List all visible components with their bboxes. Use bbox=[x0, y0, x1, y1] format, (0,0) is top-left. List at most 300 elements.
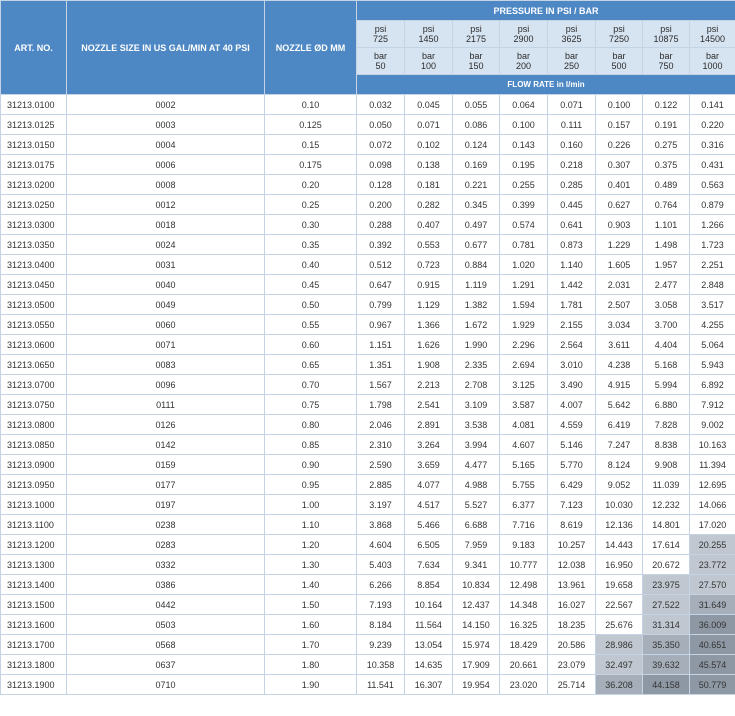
bar-unit-cell bbox=[500, 48, 548, 75]
art-number-cell: 31213.0650 bbox=[1, 355, 67, 375]
table-row bbox=[1, 335, 735, 355]
nozzle-diameter-cell: 0.70 bbox=[265, 375, 357, 395]
flow-rate-cell: 1.498 bbox=[643, 235, 690, 255]
table-row bbox=[1, 415, 735, 435]
bar-value: 250 bbox=[563, 61, 580, 71]
flow-rate-cell: 7.959 bbox=[453, 535, 500, 555]
flow-rate-cell: 0.497 bbox=[453, 215, 500, 235]
art-number-cell: 31213.0200 bbox=[1, 175, 67, 195]
flow-rate-cell: 2.031 bbox=[596, 275, 643, 295]
nozzle-size-cell: 0004 bbox=[67, 135, 265, 155]
table-row bbox=[1, 575, 735, 595]
nozzle-size-cell: 0142 bbox=[67, 435, 265, 455]
psi-unit-cell bbox=[596, 21, 643, 48]
flow-rate-cell: 2.708 bbox=[453, 375, 500, 395]
flow-rate-cell: 2.251 bbox=[690, 255, 735, 275]
psi-label: psi bbox=[374, 24, 387, 34]
nozzle-size-cell: 0071 bbox=[67, 335, 265, 355]
table-row bbox=[1, 635, 735, 655]
flow-rate-cell: 1.229 bbox=[596, 235, 643, 255]
table-row bbox=[1, 195, 735, 215]
flow-rate-cell: 0.072 bbox=[357, 135, 405, 155]
flow-rate-cell: 6.688 bbox=[453, 515, 500, 535]
nozzle-diameter-cell: 0.55 bbox=[265, 315, 357, 335]
table-row bbox=[1, 395, 735, 415]
art-number-cell: 31213.0450 bbox=[1, 275, 67, 295]
flow-rate-cell: 7.828 bbox=[643, 415, 690, 435]
nozzle-diameter-cell: 0.20 bbox=[265, 175, 357, 195]
flow-rate-cell: 1.908 bbox=[405, 355, 453, 375]
flow-rate-cell: 10.358 bbox=[357, 655, 405, 675]
nozzle-diameter-cell: 1.10 bbox=[265, 515, 357, 535]
nozzle-diameter-cell: 0.10 bbox=[265, 95, 357, 115]
flow-rate-cell: 3.264 bbox=[405, 435, 453, 455]
table-row bbox=[1, 355, 735, 375]
art-number-cell: 31213.0500 bbox=[1, 295, 67, 315]
flow-rate-cell: 4.081 bbox=[500, 415, 548, 435]
flow-rate-cell: 7.193 bbox=[357, 595, 405, 615]
table-row bbox=[1, 475, 735, 495]
flow-rate-cell: 4.007 bbox=[548, 395, 596, 415]
flow-rate-cell: 1.351 bbox=[357, 355, 405, 375]
art-number-cell: 31213.0350 bbox=[1, 235, 67, 255]
flow-rate-cell: 4.077 bbox=[405, 475, 453, 495]
flow-rate-cell: 0.032 bbox=[357, 95, 405, 115]
flow-rate-cell: 10.030 bbox=[596, 495, 643, 515]
nozzle-size-cell: 0332 bbox=[67, 555, 265, 575]
flow-rate-cell: 2.507 bbox=[596, 295, 643, 315]
flow-rate-cell: 8.838 bbox=[643, 435, 690, 455]
art-number-cell: 31213.1300 bbox=[1, 555, 67, 575]
flow-rate-cell: 1.020 bbox=[500, 255, 548, 275]
psi-value: 1450 bbox=[418, 34, 439, 44]
table-row bbox=[1, 135, 735, 155]
flow-rate-cell: 2.891 bbox=[405, 415, 453, 435]
flow-rate-cell: 4.477 bbox=[453, 455, 500, 475]
table-row bbox=[1, 555, 735, 575]
flow-rate-cell: 1.594 bbox=[500, 295, 548, 315]
art-number-cell: 31213.1000 bbox=[1, 495, 67, 515]
flow-rate-cell: 16.027 bbox=[548, 595, 596, 615]
flow-rate-cell: 3.517 bbox=[690, 295, 735, 315]
flow-rate-cell: 4.604 bbox=[357, 535, 405, 555]
flow-rate-cell: 4.517 bbox=[405, 495, 453, 515]
nozzle-diameter-cell: 1.40 bbox=[265, 575, 357, 595]
bar-label: bar bbox=[706, 51, 720, 61]
flow-rate-cell: 12.437 bbox=[453, 595, 500, 615]
flow-rate-cell: 1.101 bbox=[643, 215, 690, 235]
psi-value: 725 bbox=[372, 34, 389, 44]
table-row bbox=[1, 175, 735, 195]
flow-rate-cell: 5.527 bbox=[453, 495, 500, 515]
flow-rate-cell: 12.232 bbox=[643, 495, 690, 515]
flow-rate-cell: 0.218 bbox=[548, 155, 596, 175]
flow-rate-cell: 27.570 bbox=[690, 575, 735, 595]
flow-rate-cell: 27.522 bbox=[643, 595, 690, 615]
nozzle-diameter-cell: 1.80 bbox=[265, 655, 357, 675]
flow-rate-cell: 5.770 bbox=[548, 455, 596, 475]
flow-rate-cell: 15.974 bbox=[453, 635, 500, 655]
flow-rate-cell: 19.954 bbox=[453, 675, 500, 695]
flow-rate-cell: 7.634 bbox=[405, 555, 453, 575]
flow-rate-cell: 3.034 bbox=[596, 315, 643, 335]
flow-rate-cell: 0.915 bbox=[405, 275, 453, 295]
flow-rate-cell: 1.382 bbox=[453, 295, 500, 315]
table-row bbox=[1, 435, 735, 455]
flow-rate-cell: 0.489 bbox=[643, 175, 690, 195]
flow-rate-cell: 35.350 bbox=[643, 635, 690, 655]
flow-rate-cell: 0.375 bbox=[643, 155, 690, 175]
nozzle-diameter-cell: 1.60 bbox=[265, 615, 357, 635]
flow-rate-cell: 16.307 bbox=[405, 675, 453, 695]
nozzle-size-cell: 0018 bbox=[67, 215, 265, 235]
flow-rate-cell: 20.661 bbox=[500, 655, 548, 675]
flow-rate-cell: 0.879 bbox=[690, 195, 735, 215]
flow-rate-cell: 1.129 bbox=[405, 295, 453, 315]
flow-rate-cell: 12.136 bbox=[596, 515, 643, 535]
flow-rate-cell: 8.619 bbox=[548, 515, 596, 535]
nozzle-size-cell: 0096 bbox=[67, 375, 265, 395]
flow-rate-cell: 1.366 bbox=[405, 315, 453, 335]
table-row bbox=[1, 155, 735, 175]
flow-rate-cell: 25.676 bbox=[596, 615, 643, 635]
flow-rate-cell: 0.316 bbox=[690, 135, 735, 155]
flow-rate-cell: 0.181 bbox=[405, 175, 453, 195]
bar-unit-cell bbox=[596, 48, 643, 75]
flow-rate-cell: 8.854 bbox=[405, 575, 453, 595]
table-row bbox=[1, 375, 735, 395]
flow-rate-cell: 7.912 bbox=[690, 395, 735, 415]
nozzle-size-cell: 0568 bbox=[67, 635, 265, 655]
flow-rate-cell: 20.255 bbox=[690, 535, 735, 555]
nozzle-size-cell: 0031 bbox=[67, 255, 265, 275]
psi-value: 14500 bbox=[700, 34, 726, 44]
flow-rate-cell: 0.195 bbox=[500, 155, 548, 175]
flow-rate-cell: 3.197 bbox=[357, 495, 405, 515]
flow-rate-cell: 22.567 bbox=[596, 595, 643, 615]
nozzle-size-cell: 0049 bbox=[67, 295, 265, 315]
flow-rate-cell: 0.157 bbox=[596, 115, 643, 135]
flow-rate-cell: 5.165 bbox=[500, 455, 548, 475]
flow-rate-cell: 0.873 bbox=[548, 235, 596, 255]
flow-rate-cell: 7.247 bbox=[596, 435, 643, 455]
flow-rate-cell: 31.649 bbox=[690, 595, 735, 615]
table-row bbox=[1, 275, 735, 295]
flow-rate-cell: 4.404 bbox=[643, 335, 690, 355]
flow-rate-cell: 1.151 bbox=[357, 335, 405, 355]
flow-rate-cell: 10.834 bbox=[453, 575, 500, 595]
flow-rate-cell: 5.168 bbox=[643, 355, 690, 375]
flow-rate-cell: 18.429 bbox=[500, 635, 548, 655]
flow-rate-cell: 0.191 bbox=[643, 115, 690, 135]
bar-value: 100 bbox=[420, 61, 437, 71]
flow-rate-cell: 1.140 bbox=[548, 255, 596, 275]
flow-rate-cell: 28.986 bbox=[596, 635, 643, 655]
nozzle-size-cell: 0238 bbox=[67, 515, 265, 535]
flow-rate-cell: 20.672 bbox=[643, 555, 690, 575]
flow-rate-cell: 0.574 bbox=[500, 215, 548, 235]
bar-unit-cell bbox=[643, 48, 690, 75]
psi-value: 3625 bbox=[561, 34, 582, 44]
psi-unit-cell bbox=[405, 21, 453, 48]
flow-rate-cell: 23.079 bbox=[548, 655, 596, 675]
art-number-cell: 31213.0125 bbox=[1, 115, 67, 135]
flow-rate-cell: 0.903 bbox=[596, 215, 643, 235]
nozzle-size-cell: 0008 bbox=[67, 175, 265, 195]
psi-unit-cell bbox=[548, 21, 596, 48]
flow-rate-cell: 2.541 bbox=[405, 395, 453, 415]
flow-rate-cell: 10.163 bbox=[690, 435, 735, 455]
flow-rate-cell: 3.109 bbox=[453, 395, 500, 415]
nozzle-diameter-cell: 0.15 bbox=[265, 135, 357, 155]
flow-rate-cell: 0.285 bbox=[548, 175, 596, 195]
nozzle-diameter-cell: 0.60 bbox=[265, 335, 357, 355]
flow-rate-cell: 0.124 bbox=[453, 135, 500, 155]
table-row bbox=[1, 115, 735, 135]
flow-rate-cell: 0.563 bbox=[690, 175, 735, 195]
flow-rate-cell: 4.238 bbox=[596, 355, 643, 375]
flow-rate-cell: 1.626 bbox=[405, 335, 453, 355]
nozzle-diameter-cell: 1.00 bbox=[265, 495, 357, 515]
nozzle-size-cell: 0006 bbox=[67, 155, 265, 175]
flow-rate-cell: 0.169 bbox=[453, 155, 500, 175]
flow-rate-cell: 1.929 bbox=[500, 315, 548, 335]
art-number-cell: 31213.0950 bbox=[1, 475, 67, 495]
art-number-cell: 31213.0250 bbox=[1, 195, 67, 215]
bar-label: bar bbox=[564, 51, 578, 61]
bar-value: 1000 bbox=[702, 61, 723, 71]
flow-rate-cell: 50.779 bbox=[690, 675, 735, 695]
flow-rate-cell: 1.957 bbox=[643, 255, 690, 275]
nozzle-size-cell: 0024 bbox=[67, 235, 265, 255]
flow-rate-cell: 5.943 bbox=[690, 355, 735, 375]
flow-rate-cell: 0.677 bbox=[453, 235, 500, 255]
nozzle-size-cell: 0111 bbox=[67, 395, 265, 415]
flow-rate-cell: 0.100 bbox=[500, 115, 548, 135]
flow-rate-cell: 0.764 bbox=[643, 195, 690, 215]
flow-rate-cell: 16.950 bbox=[596, 555, 643, 575]
psi-unit-cell bbox=[453, 21, 500, 48]
psi-unit-cell bbox=[690, 21, 735, 48]
flow-rate-cell: 3.659 bbox=[405, 455, 453, 475]
flow-rate-cell: 0.431 bbox=[690, 155, 735, 175]
art-number-cell: 31213.1500 bbox=[1, 595, 67, 615]
flow-rate-cell: 0.128 bbox=[357, 175, 405, 195]
flow-rate-cell: 3.868 bbox=[357, 515, 405, 535]
nozzle-diameter-cell: 0.85 bbox=[265, 435, 357, 455]
art-number-cell: 31213.0750 bbox=[1, 395, 67, 415]
flow-rate-cell: 0.098 bbox=[357, 155, 405, 175]
table-row bbox=[1, 495, 735, 515]
psi-value: 2900 bbox=[513, 34, 534, 44]
nozzle-size-cell: 0283 bbox=[67, 535, 265, 555]
flow-rate-cell: 45.574 bbox=[690, 655, 735, 675]
flow-rate-cell: 5.642 bbox=[596, 395, 643, 415]
bar-label: bar bbox=[469, 51, 483, 61]
flow-rate-cell: 3.611 bbox=[596, 335, 643, 355]
flow-rate-cell: 3.587 bbox=[500, 395, 548, 415]
flow-rate-cell: 13.054 bbox=[405, 635, 453, 655]
flow-rate-cell: 0.143 bbox=[500, 135, 548, 155]
flow-rate-cell: 0.641 bbox=[548, 215, 596, 235]
flow-rate-cell: 6.419 bbox=[596, 415, 643, 435]
flow-rate-cell: 0.799 bbox=[357, 295, 405, 315]
flow-rate-cell: 40.651 bbox=[690, 635, 735, 655]
nozzle-diameter-cell: 0.125 bbox=[265, 115, 357, 135]
flow-rate-cell: 0.045 bbox=[405, 95, 453, 115]
flow-rate-cell: 0.407 bbox=[405, 215, 453, 235]
flow-rate-cell: 13.961 bbox=[548, 575, 596, 595]
table-row bbox=[1, 535, 735, 555]
psi-label: psi bbox=[660, 24, 672, 34]
psi-unit-cell bbox=[500, 21, 548, 48]
bar-value: 500 bbox=[611, 61, 627, 71]
flow-rate-cell: 0.282 bbox=[405, 195, 453, 215]
flow-rate-cell: 1.798 bbox=[357, 395, 405, 415]
flow-rate-cell: 3.538 bbox=[453, 415, 500, 435]
flow-rate-cell: 1.781 bbox=[548, 295, 596, 315]
flow-rate-cell: 10.777 bbox=[500, 555, 548, 575]
flow-rate-cell: 0.884 bbox=[453, 255, 500, 275]
bar-unit-cell bbox=[357, 48, 405, 75]
psi-label: psi bbox=[470, 24, 482, 34]
flow-rate-cell: 0.226 bbox=[596, 135, 643, 155]
table-row bbox=[1, 235, 735, 255]
flow-rate-cell: 11.394 bbox=[690, 455, 735, 475]
flow-rate-cell: 0.392 bbox=[357, 235, 405, 255]
table-row bbox=[1, 455, 735, 475]
art-number-cell: 31213.0300 bbox=[1, 215, 67, 235]
flow-rate-cell: 7.716 bbox=[500, 515, 548, 535]
bar-label: bar bbox=[373, 51, 387, 61]
art-number-cell: 31213.1600 bbox=[1, 615, 67, 635]
nozzle-diameter-cell: 0.80 bbox=[265, 415, 357, 435]
nozzle-diameter-cell: 0.35 bbox=[265, 235, 357, 255]
flow-rate-cell: 31.314 bbox=[643, 615, 690, 635]
flow-rate-cell: 3.010 bbox=[548, 355, 596, 375]
bar-label: bar bbox=[516, 51, 530, 61]
table-row bbox=[1, 215, 735, 235]
flow-rate-cell: 0.445 bbox=[548, 195, 596, 215]
flow-rate-cell: 8.124 bbox=[596, 455, 643, 475]
bar-value: 750 bbox=[658, 61, 674, 71]
bar-value: 150 bbox=[468, 61, 484, 71]
nozzle-diameter-cell: 1.70 bbox=[265, 635, 357, 655]
table-row bbox=[1, 515, 735, 535]
art-number-cell: 31213.1200 bbox=[1, 535, 67, 555]
flow-rate-cell: 7.123 bbox=[548, 495, 596, 515]
flow-rate-cell: 10.257 bbox=[548, 535, 596, 555]
art-number-cell: 31213.1100 bbox=[1, 515, 67, 535]
flow-rate-cell: 9.239 bbox=[357, 635, 405, 655]
table-row bbox=[1, 255, 735, 275]
flow-rate-cell: 39.632 bbox=[643, 655, 690, 675]
flow-rate-cell: 5.994 bbox=[643, 375, 690, 395]
psi-unit-cell bbox=[357, 21, 405, 48]
flow-rate-cell: 1.990 bbox=[453, 335, 500, 355]
flow-rate-cell: 0.122 bbox=[643, 95, 690, 115]
flow-rate-cell: 36.208 bbox=[596, 675, 643, 695]
flow-rate-cell: 2.885 bbox=[357, 475, 405, 495]
flow-rate-cell: 0.064 bbox=[500, 95, 548, 115]
nozzle-size-header: NOZZLE SIZE IN US GAL/MIN AT 40 PSI bbox=[67, 1, 265, 95]
bar-unit-cell bbox=[453, 48, 500, 75]
flow-rate-cell: 0.512 bbox=[357, 255, 405, 275]
flow-rate-cell: 14.443 bbox=[596, 535, 643, 555]
flow-rate-cell: 25.714 bbox=[548, 675, 596, 695]
nozzle-size-cell: 0177 bbox=[67, 475, 265, 495]
flow-rate-cell: 0.723 bbox=[405, 255, 453, 275]
art-number-cell: 31213.0400 bbox=[1, 255, 67, 275]
flow-rate-cell: 36.009 bbox=[690, 615, 735, 635]
flow-rate-cell: 3.700 bbox=[643, 315, 690, 335]
flow-rate-cell: 4.559 bbox=[548, 415, 596, 435]
flow-rate-cell: 0.307 bbox=[596, 155, 643, 175]
flow-rate-cell: 9.341 bbox=[453, 555, 500, 575]
flow-rate-cell: 2.477 bbox=[643, 275, 690, 295]
flow-rate-cell: 0.220 bbox=[690, 115, 735, 135]
flow-rate-cell: 2.335 bbox=[453, 355, 500, 375]
nozzle-size-cell: 0710 bbox=[67, 675, 265, 695]
flow-rate-cell: 12.498 bbox=[500, 575, 548, 595]
flow-rate-cell: 1.672 bbox=[453, 315, 500, 335]
flow-rate-cell: 11.541 bbox=[357, 675, 405, 695]
flow-rate-cell: 4.915 bbox=[596, 375, 643, 395]
table-row bbox=[1, 295, 735, 315]
flow-rate-cell: 23.772 bbox=[690, 555, 735, 575]
nozzle-size-cell: 0159 bbox=[67, 455, 265, 475]
psi-value: 7250 bbox=[608, 34, 630, 44]
table-row bbox=[1, 615, 735, 635]
flow-rate-cell: 6.505 bbox=[405, 535, 453, 555]
art-number-cell: 31213.0700 bbox=[1, 375, 67, 395]
flow-rate-cell: 6.880 bbox=[643, 395, 690, 415]
table-body bbox=[1, 95, 735, 695]
art-number-cell: 31213.0150 bbox=[1, 135, 67, 155]
flow-rate-cell: 0.647 bbox=[357, 275, 405, 295]
nozzle-diameter-cell: 1.30 bbox=[265, 555, 357, 575]
flow-rate-cell: 3.994 bbox=[453, 435, 500, 455]
flow-rate-cell: 14.066 bbox=[690, 495, 735, 515]
flow-rate-cell: 0.138 bbox=[405, 155, 453, 175]
psi-label: psi bbox=[422, 24, 435, 34]
table-row bbox=[1, 655, 735, 675]
flow-rate-cell: 18.235 bbox=[548, 615, 596, 635]
flow-rate-cell: 2.155 bbox=[548, 315, 596, 335]
flow-rate-cell: 1.119 bbox=[453, 275, 500, 295]
nozzle-diameter-cell: 0.50 bbox=[265, 295, 357, 315]
flow-rate-cell: 6.892 bbox=[690, 375, 735, 395]
flow-rate-cell: 9.052 bbox=[596, 475, 643, 495]
psi-unit-cell bbox=[643, 21, 690, 48]
flow-rate-cell: 2.296 bbox=[500, 335, 548, 355]
flow-rate-cell: 0.071 bbox=[548, 95, 596, 115]
flow-rate-cell: 17.020 bbox=[690, 515, 735, 535]
art-no-header: ART. NO. bbox=[1, 1, 67, 95]
flow-rate-cell: 4.255 bbox=[690, 315, 735, 335]
nozzle-size-cell: 0197 bbox=[67, 495, 265, 515]
flow-rate-cell: 0.553 bbox=[405, 235, 453, 255]
nozzle-size-cell: 0012 bbox=[67, 195, 265, 215]
bar-unit-cell bbox=[548, 48, 596, 75]
bar-unit-cell bbox=[405, 48, 453, 75]
flow-rate-cell: 1.723 bbox=[690, 235, 735, 255]
flow-rate-cell: 4.607 bbox=[500, 435, 548, 455]
nozzle-size-cell: 0040 bbox=[67, 275, 265, 295]
flow-rate-cell: 11.039 bbox=[643, 475, 690, 495]
flow-rate-cell: 14.635 bbox=[405, 655, 453, 675]
pressure-title-header: PRESSURE IN PSI / BAR bbox=[357, 1, 735, 21]
